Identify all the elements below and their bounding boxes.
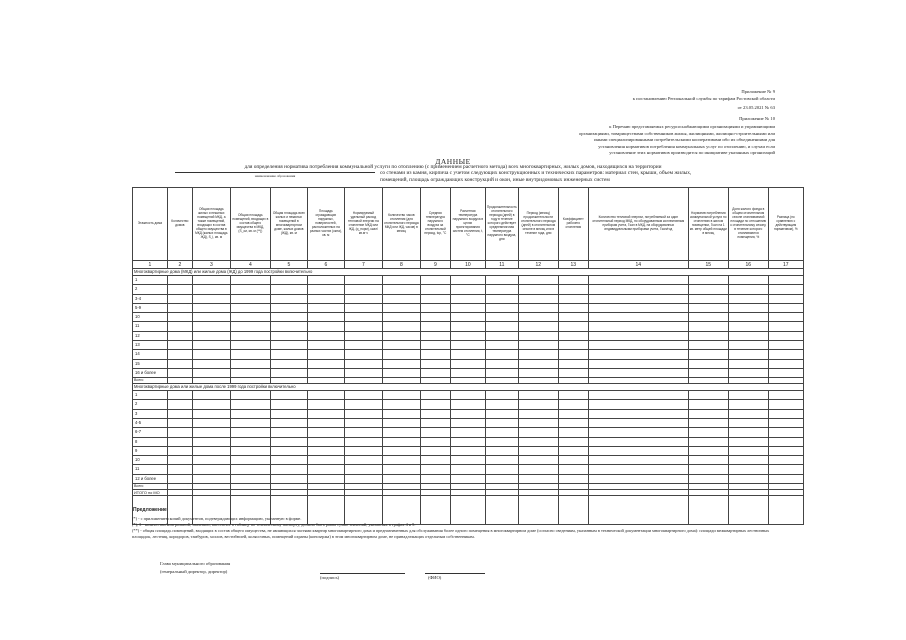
table-row	[133, 456, 804, 465]
section1-title: Многоквартирные дома (МКД) или жилые дома (ЖД) до 1999 года постройки включительно	[133, 269, 804, 276]
table-row	[133, 368, 804, 377]
proposal-label: Предложение	[133, 496, 168, 525]
section2-body	[133, 391, 804, 484]
column-number: 5	[270, 261, 307, 269]
column-number: 2	[167, 261, 192, 269]
floor-count-cell: 1	[133, 391, 168, 400]
appendix2-line: организациями, товариществами собственников жилья, жилищными, жилищно-строительными или	[578, 130, 775, 136]
footnote: (**) - общая площадь помещений, входящих в состав общего имущества, не являющихся частями квартир многоквартирного дома и предназначенных для обслуживания более одного помещения в многоквартирном доме (согласно сведениям, указанным в технической документации многоквартирного дома): площади межквартирных лестничных площадок, лестниц, коридоров, тамбуров, холлов, вестибюлей, колясочных, помещений охраны (консьержа) в этом многоквартирном доме, не принадлежащих отдельным собственникам.	[132, 527, 770, 539]
column-header: Общая площадь помещений, входящих в состав общего имущества в МКД, (S_ои, кв. м (**))	[230, 188, 270, 261]
table-row	[133, 285, 804, 294]
document-subtitle: для определения норматива потребления коммунальной услуги по отоплению (с применением расчетного метода) всех многоквартирных, жилых домов, находящихся на территории	[244, 164, 662, 170]
table-row	[133, 350, 804, 359]
table-header-row	[133, 188, 804, 261]
column-header: Количество тепловой энергии, потребляемой за один отопительный период МКД, по оборудованным коллективным приборам учета, Гкал в МКД, на оборудованных индивидуальными приборами учета, Гкал/год	[588, 188, 688, 261]
floor-count-cell: 2	[133, 400, 168, 409]
appendix-date: от 23.05.2021 № 63	[737, 105, 775, 110]
column-number-row	[133, 261, 804, 269]
floor-count-cell: 5-9	[133, 303, 168, 312]
floor-count-cell: 1	[133, 276, 168, 285]
table-row	[133, 276, 804, 285]
floor-count-cell: 2	[133, 285, 168, 294]
floor-count-cell: 4-5	[133, 418, 168, 427]
floor-count-cell: 14	[133, 350, 168, 359]
signatory-title: Глава муниципального образования	[160, 561, 231, 566]
column-number: 11	[485, 261, 518, 269]
table-row	[133, 400, 804, 409]
footnote: (*), 3 - количество/контрольной, значению, внесенное в таблицу по техническому паспорту, должна быть равна сумме значений, указанных в графах 4 и 5.	[132, 521, 416, 527]
grand-total-label: ИТОГО по МО	[133, 489, 168, 496]
appendix-number: Приложение № 9	[741, 89, 775, 94]
column-header: Площадь ограждающих наружных, поверхностей, расположенных на разных частях (окна), кв. м	[307, 188, 344, 261]
appendix2-number: Приложение № 10	[739, 116, 775, 121]
floor-count-cell: 11	[133, 465, 168, 474]
appendix2-line: иными специализированными потребительскими кооперативами ибо их объединениями для	[594, 137, 775, 142]
section1-total-label: Всего	[133, 378, 168, 384]
table-row	[133, 465, 804, 474]
column-header: Норматив потребления коммунальной услуги по отоплению в жилом помещении, Гкал на 1 кв. метр общей площади в месяц	[688, 188, 728, 261]
column-header: Количество часов отопления (для отопительного периода МКД или ЖД, часов) в месяц	[382, 188, 420, 261]
name-caption: (ФИО)	[428, 575, 442, 580]
footnotes	[132, 516, 780, 540]
section-header-row	[133, 384, 804, 391]
floor-count-cell: 3-4	[133, 294, 168, 303]
table-row	[133, 322, 804, 331]
column-number: 1	[133, 261, 168, 269]
table-row	[133, 341, 804, 350]
column-number: 16	[728, 261, 768, 269]
appendix2-line: к Перечню представляемых ресурсоснабжающими организациями и управляющими	[609, 124, 775, 129]
column-number: 4	[230, 261, 270, 269]
column-number: 17	[768, 261, 803, 269]
column-header: Расчетная температура наружного воздуха в целях проектирования систем отопления, t, °C	[450, 188, 485, 261]
column-header: Количество домов	[167, 188, 192, 261]
section1-body	[133, 276, 804, 378]
column-header: Период (месяц) продолжительности отопительного периода (дней) в отопительном сезоне в месяц или в течение года, дни	[518, 188, 558, 261]
section-header-row	[133, 269, 804, 276]
data-table	[132, 187, 804, 525]
footnote: (*) - с приложением копий документов, подтверждающих информацию, указанную в форме.	[132, 516, 302, 521]
signatory-role: (генеральный директор, директор)	[160, 569, 228, 574]
floor-count-cell: 8	[133, 437, 168, 446]
table-row	[133, 331, 804, 340]
column-header: Нормируемый удельный расход тепловой энергии на отопление МКД или ЖД, (q_норм), ккал/кв.м·ч	[344, 188, 382, 261]
table-row	[133, 391, 804, 400]
table-row	[133, 313, 804, 322]
column-header: Доля жилого фонда в общем отопительном сезоне отапливаемой площади по отношению к отопительному сезону, в течение которого отапливаются помещения, %	[728, 188, 768, 261]
table-row	[133, 359, 804, 368]
column-number: 6	[307, 261, 344, 269]
floor-count-cell: 11	[133, 322, 168, 331]
appendix-to: к постановлению Региональной службы по тарифам Ростовской области	[632, 96, 775, 101]
floor-count-cell: 3	[133, 409, 168, 418]
column-number: 14	[588, 261, 688, 269]
document-subtitle: со стенами из камня, кирпича с учетом следующих конструкционных и технических параметров: материал стен, крыши, объем жилых,	[380, 170, 692, 176]
municipality-caption: наименование образования	[254, 174, 296, 178]
municipality-blank	[175, 172, 375, 173]
column-header: Средняя температура наружного воздуха за отопительный период, tcp, °C	[420, 188, 450, 261]
document-subtitle: помещений, площадь ограждающих конструкций и окон, иные внутридомовых инженерных систем	[380, 177, 610, 183]
column-number: 7	[344, 261, 382, 269]
column-header: Разница (по сравнению с действующим нормативом), %	[768, 188, 803, 261]
section2-total-label: Всего	[133, 484, 168, 490]
column-number: 10	[450, 261, 485, 269]
column-header: Коэффициент рабочего отопления	[558, 188, 588, 261]
column-header: Продолжительность отопительного периода (дней) в году в течение которого действует среднемесячная температура наружного воздуха, дни	[485, 188, 518, 261]
document-title: ДАННЫЕ	[435, 157, 471, 166]
column-number: 12	[518, 261, 558, 269]
table-row	[133, 294, 804, 303]
floor-count-cell: 9	[133, 446, 168, 455]
table-row	[133, 446, 804, 455]
table-row	[133, 418, 804, 427]
table-row	[133, 428, 804, 437]
table-row	[133, 409, 804, 418]
floor-count-cell: 12	[133, 331, 168, 340]
table-row	[133, 303, 804, 312]
column-header: Этажность дома	[133, 188, 168, 261]
appendix2-line: установления нормативов потребления коммунальных услуг по отоплению, и случаи если	[598, 143, 775, 149]
column-header: Общая площадь жилых и нежилых помещений МКД, а также помещений, входящих в состав общего имущества в МКД (жилых площадь ЖД), S_i, кв. м	[192, 188, 230, 261]
floor-count-cell: 16 и более	[133, 368, 168, 377]
section2-title: Многоквартирные дома или жилые дома после 1999 года постройки включительно	[133, 384, 804, 391]
floor-count-cell: 10	[133, 456, 168, 465]
column-number: 13	[558, 261, 588, 269]
column-number: 3	[192, 261, 230, 269]
table-row	[133, 437, 804, 446]
column-number: 9	[420, 261, 450, 269]
table-row	[133, 474, 804, 483]
column-number: 8	[382, 261, 420, 269]
column-header: Общая площадь всех жилых и нежилых помещений в многоквартирном доме, жилых домов (ЖД), кв. м	[270, 188, 307, 261]
floor-count-cell: 12 и более	[133, 474, 168, 483]
floor-count-cell: 6-7	[133, 428, 168, 437]
floor-count-cell: 15	[133, 359, 168, 368]
floor-count-cell: 13	[133, 341, 168, 350]
column-number: 15	[688, 261, 728, 269]
appendix2-line: установление этих нормативов производится по инициативе указанных организаций	[609, 150, 775, 155]
floor-count-cell: 10	[133, 313, 168, 322]
signature-caption: (подпись)	[320, 575, 340, 580]
